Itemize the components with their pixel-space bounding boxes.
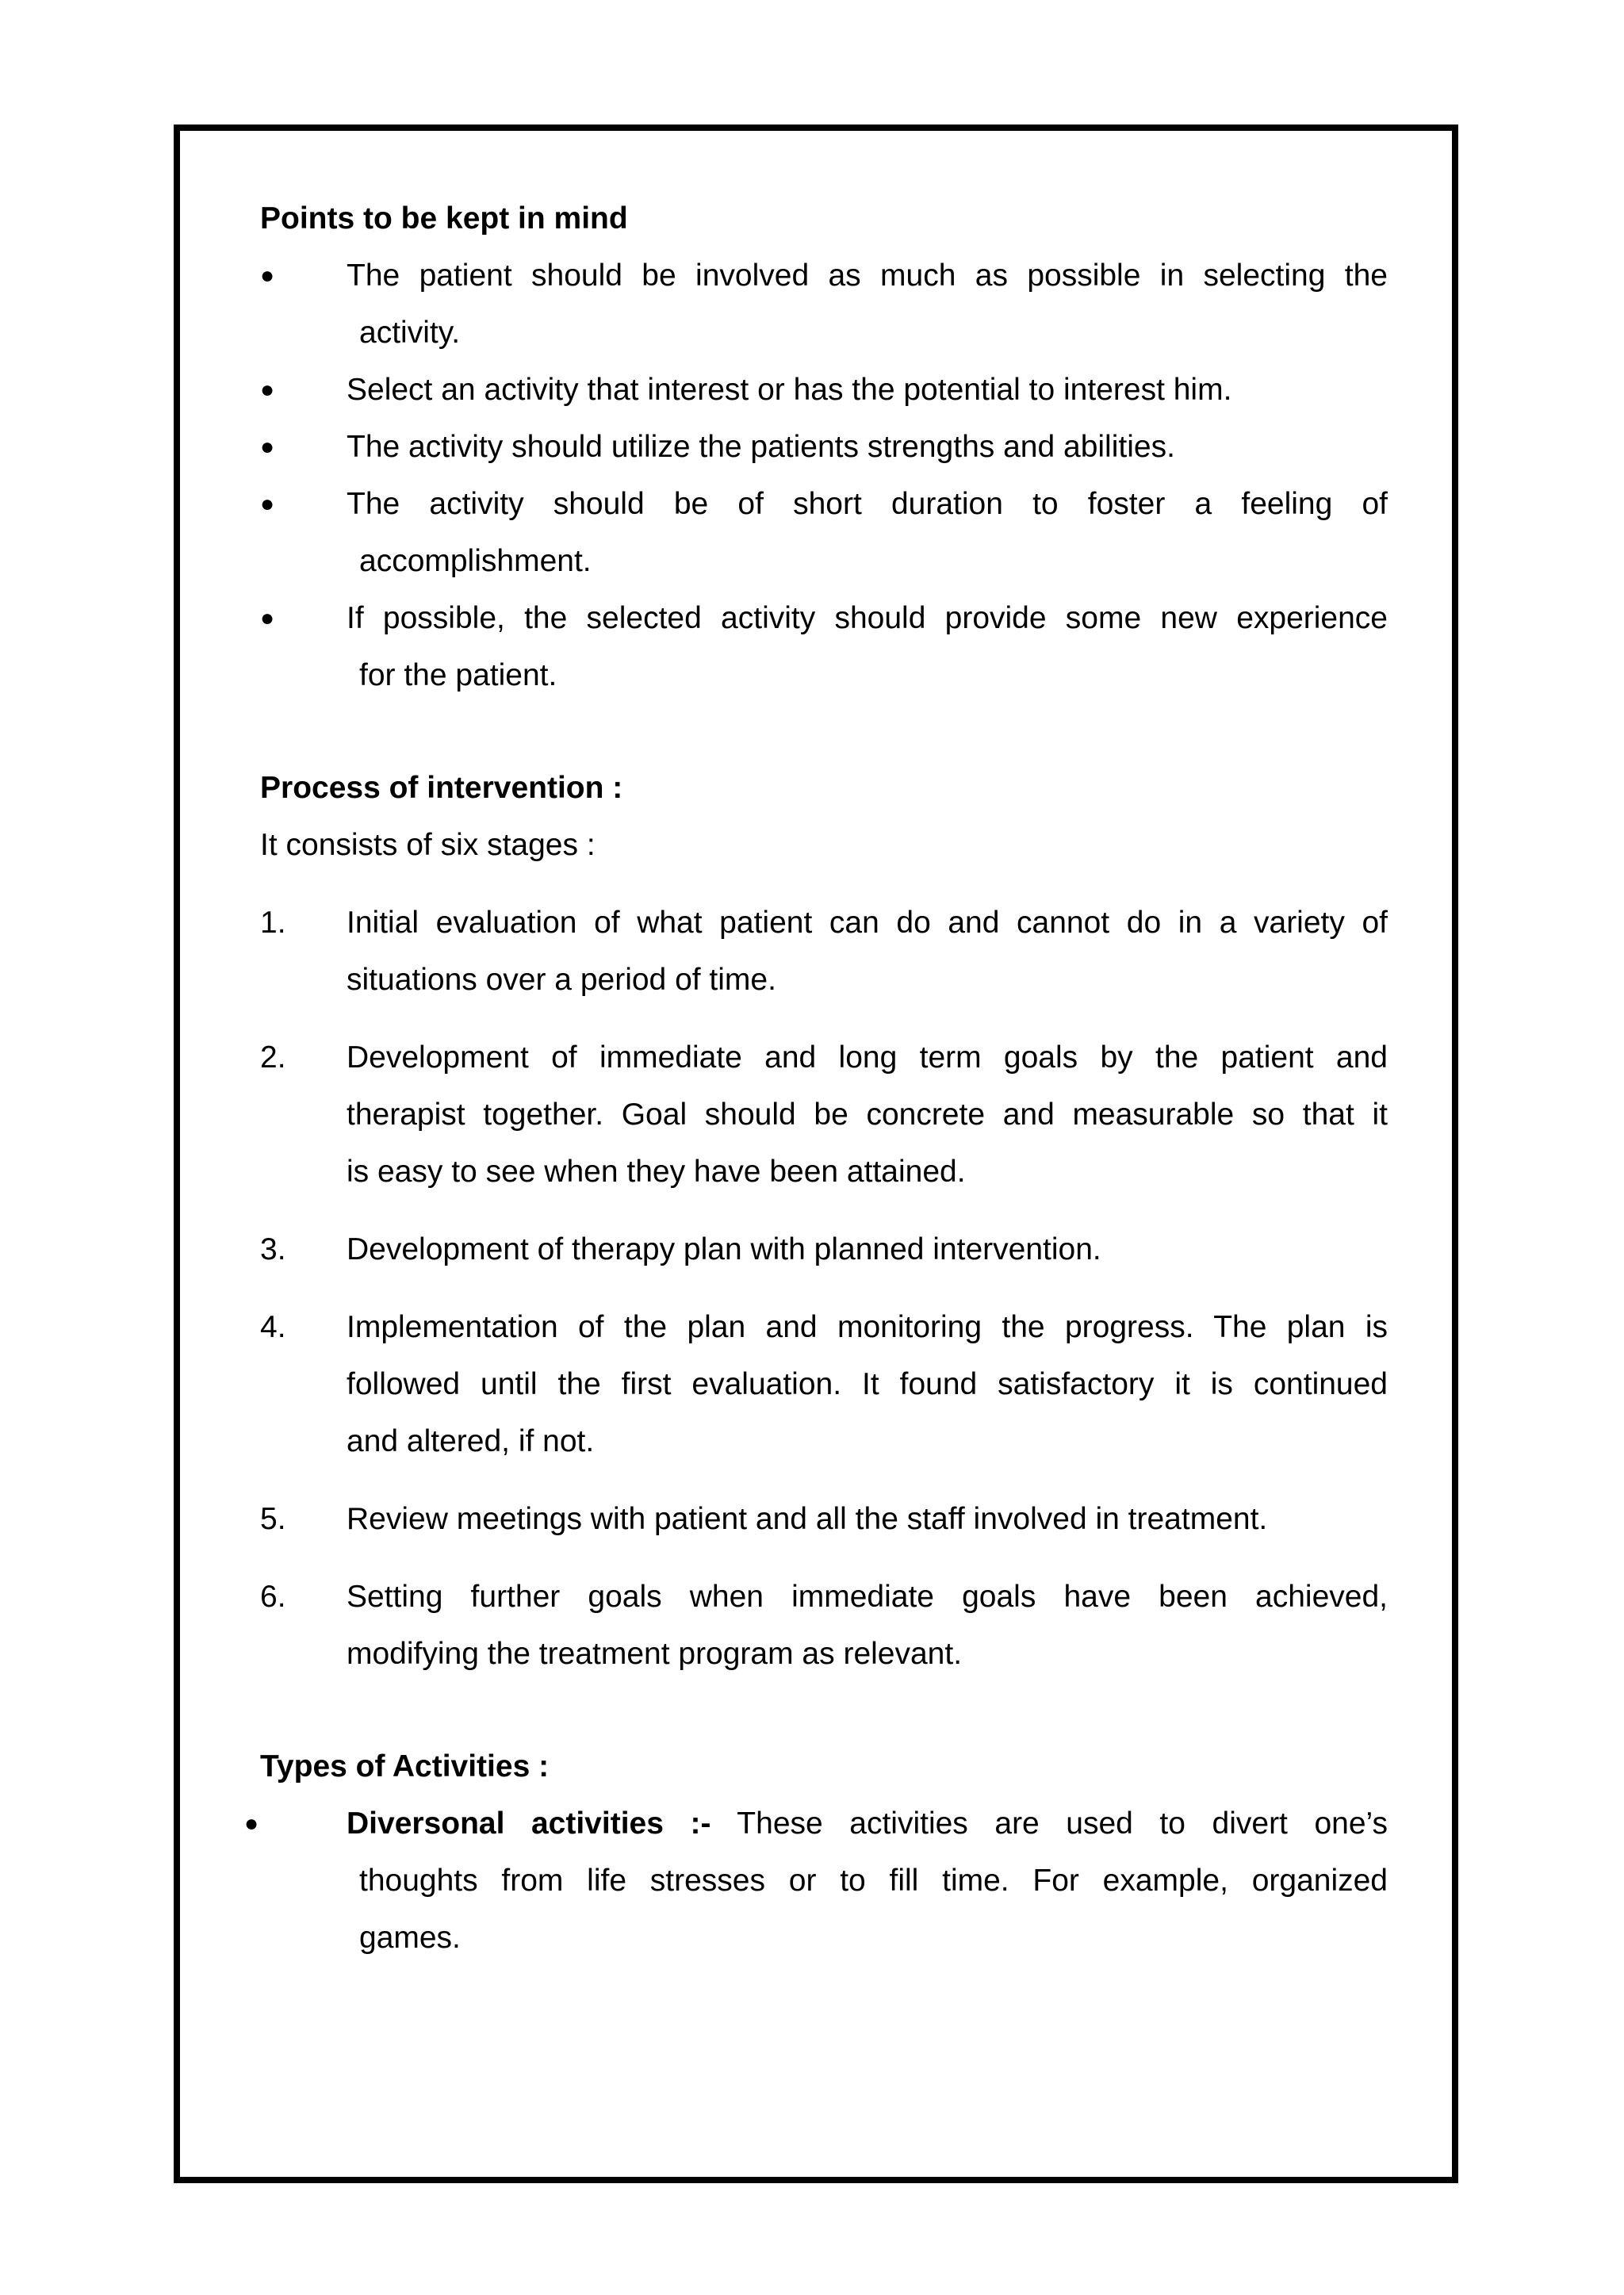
- list-item-text: The activity should be of short duration to foster a feeling of: [347, 487, 1388, 521]
- numbered-item: [260, 895, 1388, 1009]
- item-text-line: Setting further goals when immediate goals have been achieved,: [347, 1580, 1388, 1614]
- item-text-line: Initial evaluation of what patient can do and cannot do in a variety of: [347, 906, 1388, 940]
- list-item: [260, 476, 1388, 590]
- item-text-line: therapist together. Goal should be concrete and measurable so that it: [347, 1098, 1388, 1132]
- section-heading-process: Process of intervention :: [260, 771, 623, 805]
- section-heading-points: Points to be kept in mind: [260, 201, 628, 236]
- bullet-icon: ●: [260, 262, 275, 289]
- list-item-text: Select an activity that interest or has the potential to interest him.: [347, 373, 1232, 407]
- document-body: [244, 190, 1388, 1967]
- list-item-text-cont: games.: [359, 1921, 461, 1955]
- item-text-line: and altered, if not.: [347, 1424, 595, 1458]
- list-item-text-cont: thoughts from life stresses or to fill time. For example, organized: [359, 1864, 1388, 1898]
- numbered-item: [260, 1029, 1388, 1201]
- item-text-line: followed until the first evaluation. It found satisfactory it is continued: [347, 1367, 1388, 1401]
- bullet-icon: ●: [260, 605, 275, 631]
- bullet-icon: ●: [244, 1810, 259, 1837]
- item-number: 2.: [260, 1040, 286, 1075]
- list-item: [260, 419, 1388, 476]
- list-item-text-cont: for the patient.: [359, 658, 557, 692]
- list-item-text: The patient should be involved as much as possible in selecting the: [347, 259, 1388, 293]
- list-item: [260, 590, 1388, 704]
- activity-term: Diversonal activities :-: [347, 1806, 711, 1841]
- item-text-line: modifying the treatment program as relevant.: [347, 1637, 963, 1671]
- bullet-icon: ●: [260, 491, 275, 517]
- list-item-text: If possible, the selected activity should provide some new experience: [347, 601, 1388, 635]
- list-item: [244, 1795, 1388, 1967]
- item-text-line: is easy to see when they have been attained.: [347, 1155, 966, 1189]
- activity-desc: These activities are used to divert one’s: [710, 1806, 1388, 1841]
- list-item-text-cont: activity.: [359, 316, 461, 350]
- numbered-item: [260, 1299, 1388, 1470]
- list-item: [260, 247, 1388, 362]
- list-item-text: The activity should utilize the patients strengths and abilities.: [347, 430, 1175, 464]
- item-text-line: Implementation of the plan and monitoring the progress. The plan is: [347, 1310, 1388, 1344]
- numbered-item: [260, 1491, 1388, 1548]
- numbered-item: [260, 1569, 1388, 1683]
- item-number: 3.: [260, 1232, 286, 1266]
- item-text-line: Review meetings with patient and all the staff involved in treatment.: [347, 1502, 1268, 1536]
- item-number: 6.: [260, 1580, 286, 1614]
- item-text-line: situations over a period of time.: [347, 963, 776, 997]
- item-number: 1.: [260, 906, 286, 940]
- numbered-item: [260, 1221, 1388, 1278]
- bullet-icon: ●: [260, 434, 275, 460]
- list-item-text: [347, 1795, 1388, 1852]
- bullet-icon: ●: [260, 377, 275, 403]
- list-item: [260, 362, 1388, 419]
- item-number: 5.: [260, 1502, 286, 1536]
- item-number: 4.: [260, 1310, 286, 1344]
- item-text-line: Development of immediate and long term goals by the patient and: [347, 1040, 1388, 1075]
- item-text-line: Development of therapy plan with planned intervention.: [347, 1232, 1101, 1266]
- list-item-text-cont: accomplishment.: [359, 544, 592, 578]
- section-heading-types: Types of Activities :: [260, 1749, 550, 1784]
- section-intro: It consists of six stages :: [260, 828, 596, 862]
